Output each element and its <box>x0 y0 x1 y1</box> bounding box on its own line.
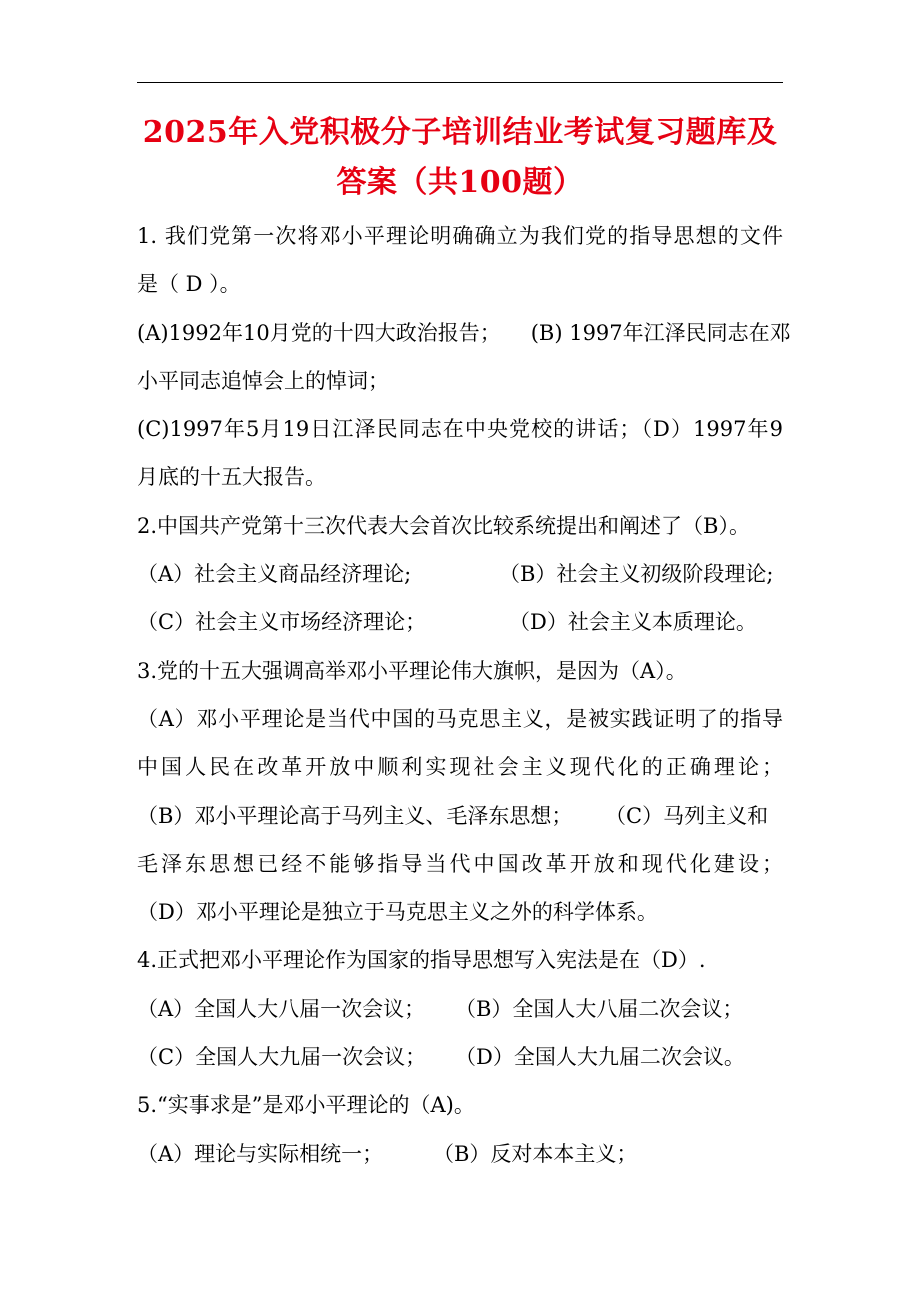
question-2-option-row-1 <box>137 550 783 598</box>
question-3-option-row <box>137 792 783 840</box>
option-a: （A）全国人大八届一次会议； <box>137 996 426 1021</box>
question-4-option-row-1 <box>137 985 783 1033</box>
question-2 <box>137 502 783 647</box>
option-b: （B）社会主义初级阶段理论; <box>499 562 774 587</box>
option-d-continued: 月底的十五大报告。 <box>137 465 326 490</box>
question-1-option-row <box>137 309 791 357</box>
header-rule <box>137 82 783 83</box>
question-3-stem: 3.党的十五大强调高举邓小平理论伟大旗帜，是因为（A）。 <box>137 658 687 683</box>
question-1 <box>137 212 791 502</box>
option-c: （C）社会主义市场经济理论； <box>137 610 427 635</box>
question-2-option-row-2 <box>137 598 783 646</box>
question-3 <box>137 647 783 937</box>
option-d: （D）全国人大九届二次会议。 <box>455 1045 745 1070</box>
option-a: (A)1992年10月党的十四大政治报告； <box>137 320 501 345</box>
option-b: (B) 1997年江泽民同志在邓 <box>530 320 791 345</box>
question-4-option-row-2 <box>137 1033 783 1081</box>
question-5 <box>137 1081 783 1178</box>
option-c: （C）马列主义和 <box>605 803 769 828</box>
question-list <box>137 212 791 1178</box>
question-5-option-row-1 <box>137 1130 783 1178</box>
option-b: （B）全国人大八届二次会议； <box>455 996 744 1021</box>
option-d: （D）社会主义本质理论。 <box>509 610 757 635</box>
option-b: （B）邓小平理论高于马列主义、毛泽东思想； <box>137 803 573 828</box>
option-c-d: (C)1997年5月19日江泽民同志在中央党校的讲话；（D）1997年9 <box>137 417 783 442</box>
option-a: （A）社会主义商品经济理论; <box>137 562 412 587</box>
question-5-stem: 5.“实事求是”是邓小平理论的（A)。 <box>137 1093 475 1118</box>
option-b-continued: 小平同志追悼会上的悼词； <box>137 368 389 393</box>
option-c: （C）全国人大九届一次会议； <box>137 1045 427 1070</box>
question-4 <box>137 936 783 1081</box>
page-title <box>137 108 783 208</box>
question-4-stem: 4.正式把邓小平理论作为国家的指导思想写入宪法是在（D）. <box>137 948 706 973</box>
question-2-stem: 2.中国共产党第十三次代表大会首次比较系统提出和阐述了（B）。 <box>137 513 750 538</box>
question-1-stem-line-1: 1. 我们党第一次将邓小平理论明确确立为我们党的指导思想的文件 <box>137 224 783 248</box>
option-a-line-1: （A）邓小平理论是当代中国的马克思主义，是被实践证明了的指导 <box>137 706 783 731</box>
title-line-2: 答案（共100题） <box>336 165 584 200</box>
option-d: （D）邓小平理论是独立于马克思主义之外的科学体系。 <box>137 900 658 925</box>
option-a: （A）理论与实际相统一； <box>137 1141 384 1166</box>
question-1-stem-line-2: 是（ D ）。 <box>137 272 241 297</box>
option-a-line-2: 中国人民在改革开放中顺利实现社会主义现代化的正确理论； <box>137 755 783 780</box>
title-line-1: 2025年入党积极分子培训结业考试复习题库及 <box>142 115 778 150</box>
option-c-continued: 毛泽东思想已经不能够指导当代中国改革开放和现代化建设； <box>137 851 783 876</box>
option-b: （B）反对本本主义； <box>433 1141 638 1166</box>
